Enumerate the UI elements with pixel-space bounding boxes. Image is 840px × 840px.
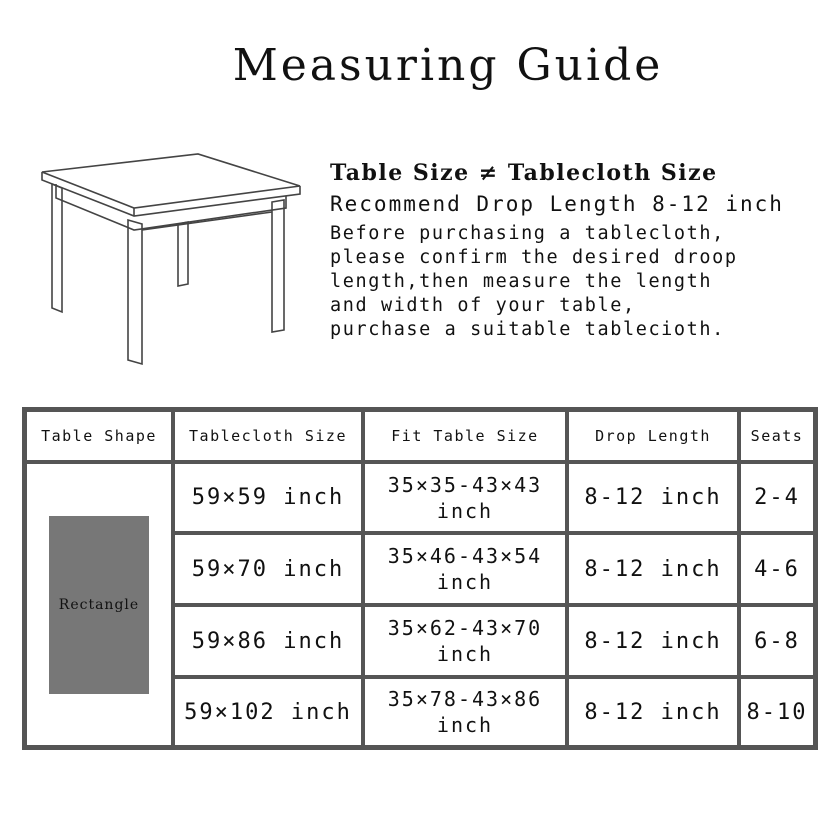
page-title: Measuring Guide <box>232 40 664 91</box>
fit-unit: inch <box>436 498 494 523</box>
drop-length-cell: 8-12 inch <box>567 677 739 747</box>
drop-length-cell: 8-12 inch <box>567 605 739 677</box>
tablecloth-size-cell: 59×59 inch <box>173 462 363 533</box>
header-seats: Seats <box>739 410 815 462</box>
fit-unit: inch <box>436 713 494 737</box>
info-line: purchase a suitable tablecioth. <box>330 319 725 340</box>
header-tablecloth-size: Tablecloth Size <box>173 410 363 462</box>
fit-range: 35×62-43×70 <box>387 616 543 640</box>
fit-range: 35×35-43×43 <box>387 472 543 497</box>
info-line: please confirm the desired droop <box>330 247 738 268</box>
info-line: Before purchasing a tablecloth, <box>330 223 725 244</box>
drop-length-cell: 8-12 inch <box>567 533 739 605</box>
info-body <box>330 222 830 342</box>
tablecloth-size-cell: 59×102 inch <box>173 677 363 747</box>
header-fit-table-size: Fit Table Size <box>363 410 567 462</box>
seats-cell: 2-4 <box>739 462 815 533</box>
shape-cell <box>25 462 173 747</box>
tablecloth-size-cell: 59×70 inch <box>173 533 363 605</box>
fit-range: 35×46-43×54 <box>387 544 543 568</box>
fit-table-size-cell <box>363 462 567 533</box>
size-table <box>22 407 818 750</box>
info-heading: Table Size ≠ Tablecloth Size <box>330 160 718 186</box>
header-table-shape: Table Shape <box>25 410 173 462</box>
seats-cell: 8-10 <box>739 677 815 747</box>
header-drop-length: Drop Length <box>567 410 739 462</box>
fit-table-size-cell <box>363 533 567 605</box>
seats-cell: 6-8 <box>739 605 815 677</box>
rectangle-shape <box>49 516 149 694</box>
fit-range: 35×78-43×86 <box>387 687 543 711</box>
fit-table-size-cell <box>363 677 567 747</box>
fit-unit: inch <box>436 642 494 666</box>
info-line: and width of your table, <box>330 295 636 316</box>
info-line: length,then measure the length <box>330 271 713 292</box>
seats-cell: 4-6 <box>739 533 815 605</box>
fit-table-size-cell <box>363 605 567 677</box>
tablecloth-size-cell: 59×86 inch <box>173 605 363 677</box>
info-panel <box>330 160 830 342</box>
shape-label: Rectangle <box>58 596 140 613</box>
fit-unit: inch <box>436 570 494 594</box>
info-recommend: Recommend Drop Length 8-12 inch <box>330 192 784 216</box>
table-illustration <box>38 150 308 380</box>
drop-length-cell: 8-12 inch <box>567 462 739 533</box>
